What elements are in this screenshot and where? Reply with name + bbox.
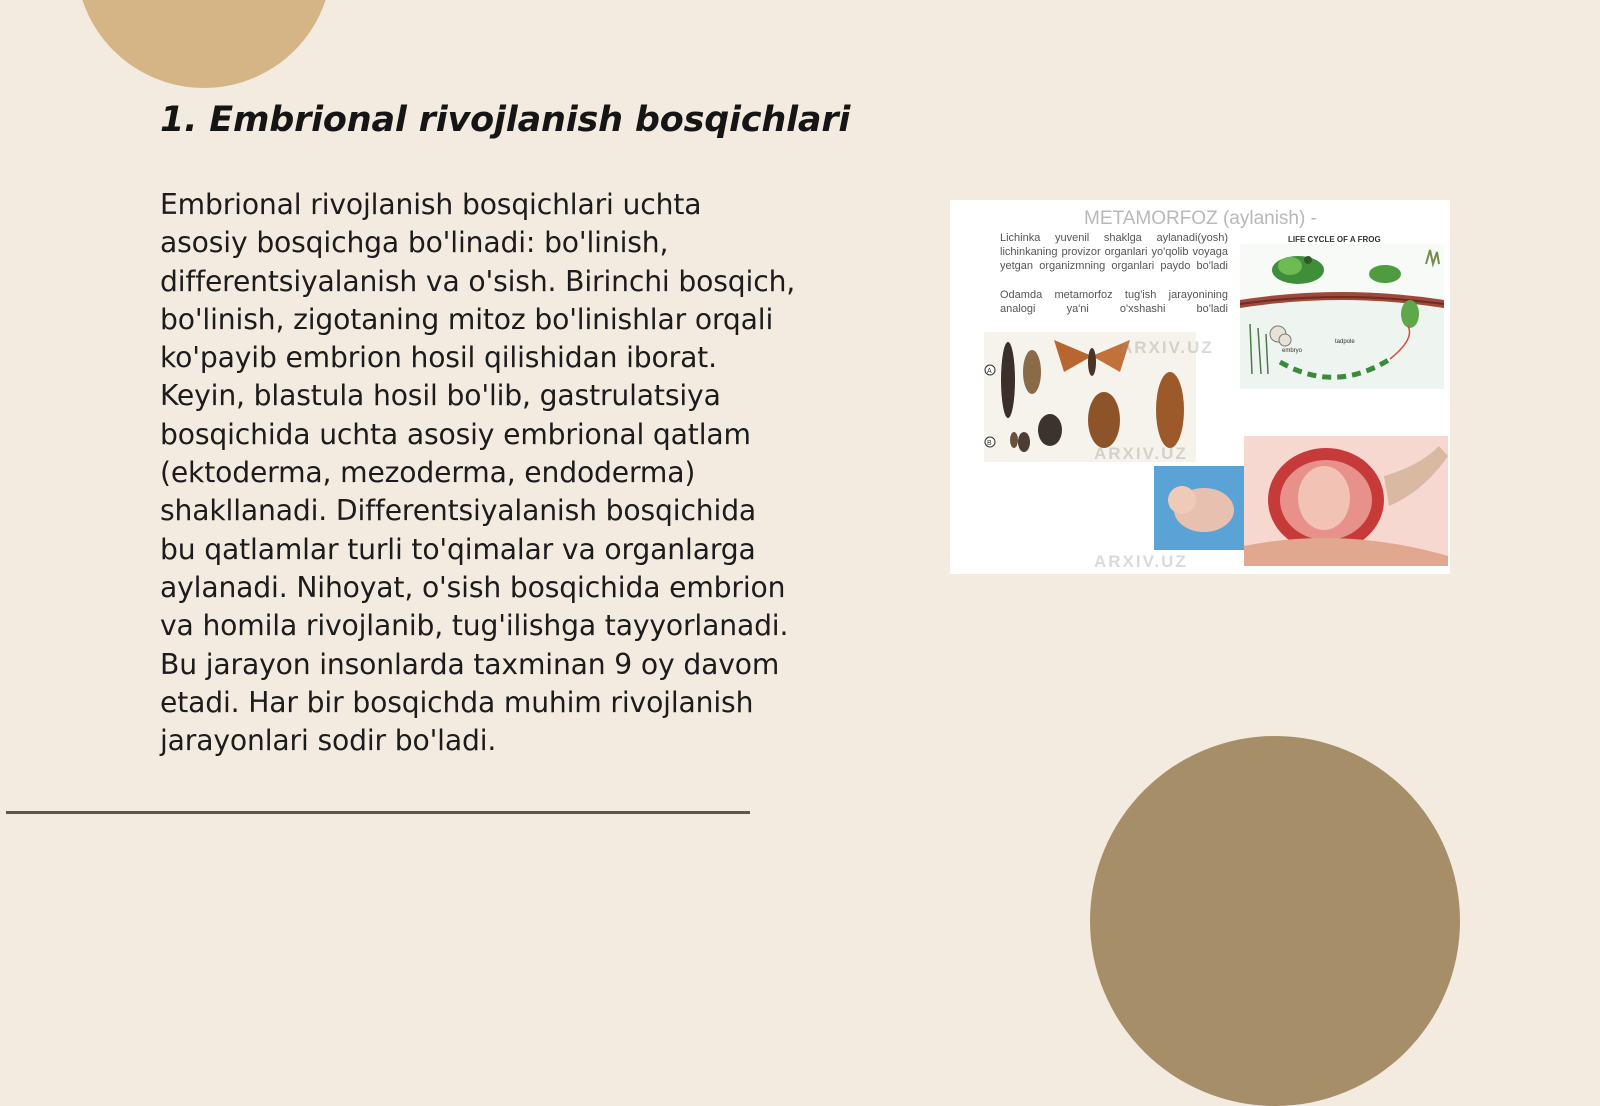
body-line: bo'linish, zigotaning mitoz bo'linishlar orqali bbox=[160, 302, 774, 336]
slide-body-text bbox=[160, 186, 860, 760]
figure-title: METAMORFOZ (aylanish) - bbox=[1084, 208, 1317, 229]
figure-paragraph-larva: Lichinka yuvenil shaklga aylanadi(yosh) lichinkaning provizor organlari yo'qolib voyaga yetgan organizmning organlari paydo bo'ladi bbox=[1000, 232, 1228, 272]
body-line: (ektoderma, mezoderma, endoderma) bbox=[160, 456, 696, 490]
decorative-circle-top bbox=[76, 0, 332, 88]
body-line: shakllanadi. Differentsiyalanish bosqichida bbox=[160, 494, 757, 528]
body-line: Bu jarayon insonlarda taxminan 9 oy davom bbox=[160, 647, 780, 681]
body-line: differentsiyalanish va o'sish. Birinchi bosqich, bbox=[160, 264, 796, 298]
body-line: Keyin, blastula hosil bo'lib, gastrulatsiya bbox=[160, 379, 721, 413]
body-line: bosqichida uchta asosiy embrional qatlam bbox=[160, 417, 751, 451]
watermark: ARXIV.UZ bbox=[1120, 338, 1214, 357]
body-line: bu qatlamlar turli to'qimalar va organlarga bbox=[160, 532, 756, 566]
fetus-womb-illustration bbox=[1244, 436, 1448, 566]
body-line: ko'payib embrion hosil qilishidan iborat. bbox=[160, 341, 717, 375]
svg-text:tadpole: tadpole bbox=[1335, 339, 1355, 345]
svg-text:embryo: embryo bbox=[1282, 348, 1303, 354]
frog-life-cycle-illustration bbox=[1240, 244, 1444, 389]
body-line: aylanadi. Nihoyat, o'sish bosqichida embrion bbox=[160, 570, 786, 604]
frog-cycle-title: LIFE CYCLE OF A FROG bbox=[1288, 235, 1381, 244]
divider-line bbox=[6, 811, 750, 814]
figure-paragraph-human: Odamda metamorfoz tug'ish jarayonining analogi ya'ni o'xshashi bo'ladi bbox=[1000, 289, 1228, 315]
watermark: ARXIV.UZ bbox=[1094, 444, 1188, 463]
panel-label-a: A bbox=[987, 368, 992, 375]
metamorphosis-figure bbox=[950, 200, 1450, 574]
decorative-circle-bottom bbox=[1090, 736, 1460, 1106]
body-line: va homila rivojlanib, tug'ilishga tayyorlanadi. bbox=[160, 609, 789, 643]
body-line: asosiy bosqichga bo'linadi: bo'linish, bbox=[160, 226, 669, 260]
body-line: Embrional rivojlanish bosqichlari uchta bbox=[160, 188, 702, 221]
watermark: ARXIV.UZ bbox=[1094, 552, 1188, 571]
body-line: etadi. Har bir bosqichda muhim rivojlanish bbox=[160, 685, 754, 719]
panel-label-b: B bbox=[987, 440, 992, 447]
body-line: jarayonlari sodir bo'ladi. bbox=[160, 724, 497, 758]
slide-title: 1. Embrional rivojlanish bosqichlari bbox=[160, 100, 851, 140]
